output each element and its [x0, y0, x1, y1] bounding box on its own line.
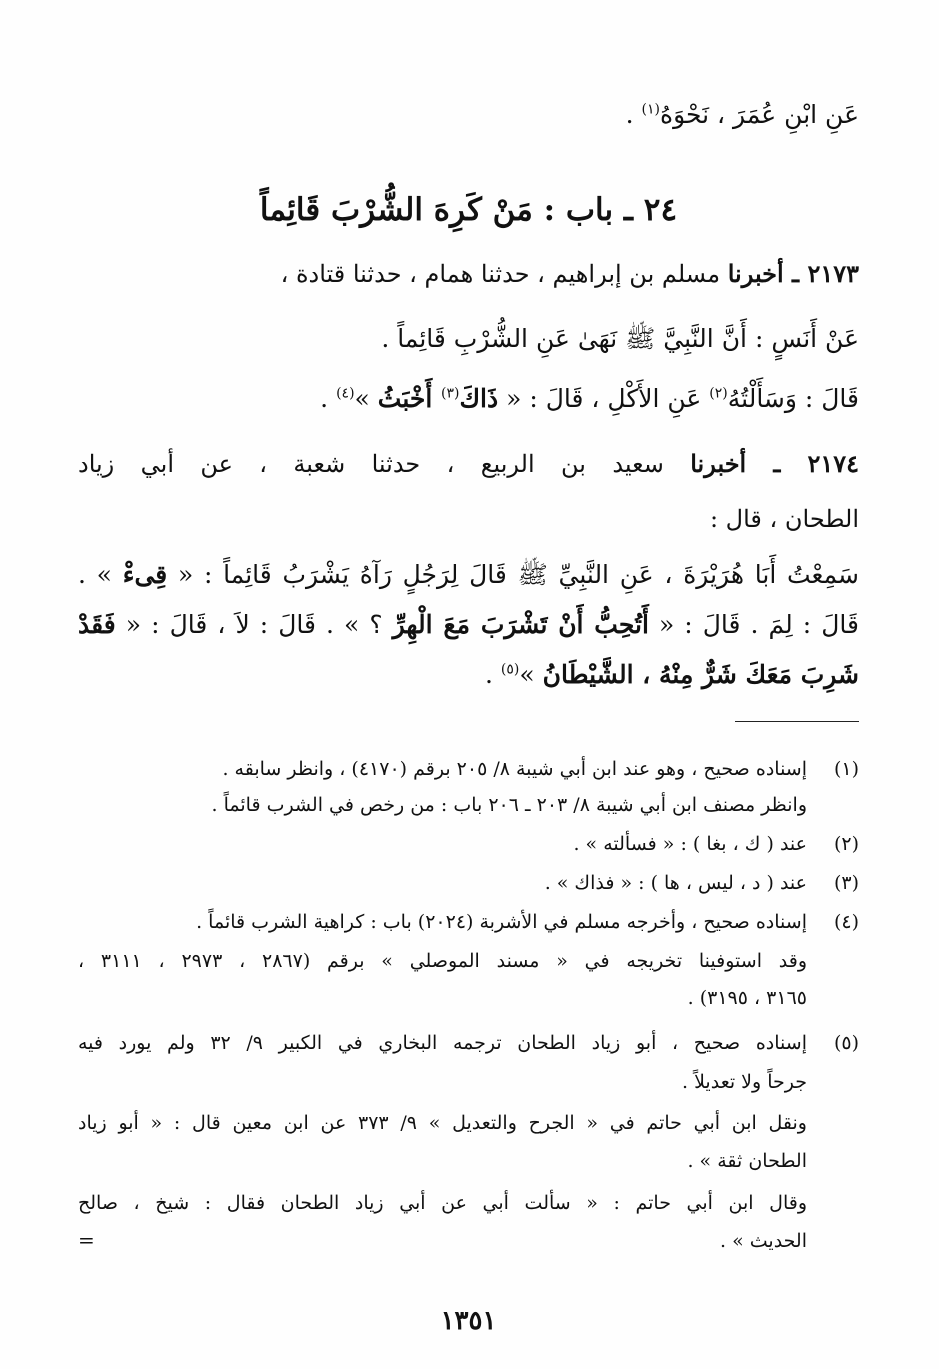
footnote-4-cont: وقد استوفينا تخريجه في « مسند الموصلي » برقم (٢٨٦٧ ، ٢٩٧٣ ، ٣١١١ ،	[78, 950, 807, 972]
footnote-5-cont-2: ونقل ابن أبي حاتم في « الجرح والتعديل » ٩/ ٣٧٣ عن ابن معين قال : « أبو زياد	[78, 1112, 807, 1134]
footnote-5: (٥) إسناده صحيح ، أبو زياد الطحان ترجمه البخاري في الكبير ٩/ ٣٢ ولم يورد فيه	[78, 1032, 859, 1054]
hadith-2173-text-2: قَالَ : وَسَأَلْتُهُ$^{(٢)}$ عَنِ الأَكْلِ ، قَالَ : « ذَاكَ$^{(٣)}$ أَخْبَثُ »$^{(٤)}$ .	[320, 384, 859, 413]
footnote-5-cont-5: الحديث » .	[720, 1230, 807, 1252]
hadith-2173-isnad: ٢١٧٣ ـ أخبرنا مسلم بن إبراهيم ، حدثنا همام ، حدثنا قتادة ،	[280, 259, 859, 288]
footnote-1-cont: وانظر مصنف ابن أبي شيبة ٨/ ٢٠٣ ـ ٢٠٦ باب : من رخص في الشرب قائماً .	[211, 794, 807, 816]
continuation-line: عَنِ ابْنِ عُمَرَ ، نَحْوَهُ$^{(١)}$ .	[625, 100, 859, 129]
hadith-number: ٢١٧٣ ـ	[792, 259, 859, 288]
footnote-ref: (٤)	[336, 385, 355, 402]
footnote-4: (٤) إسناده صحيح ، وأخرجه مسلم في الأشربة (٢٠٢٤) باب : كراهية الشرب قائماً .	[196, 911, 859, 933]
hadith-2174-text-2: قَالَ : لِمَ . قَالَ : « أَتُحِبُّ أَنْ تَشْرَبَ مَعَ الْهِرِّ ؟ » . قَالَ : لاَ ، قَالَ : « فَقَدْ	[78, 610, 860, 639]
footnote-separator	[735, 721, 859, 722]
page-number: ١٣٥١	[440, 1306, 497, 1336]
footnote-1: (١) إسناده صحيح ، وهو عند ابن أبي شيبة ٨/ ٢٠٥ برقم (٤١٧٠) ، وانظر سابقه .	[222, 758, 859, 780]
book-page	[78, 0, 859, 1369]
footnote-3: (٣) عند ( د ، ليس ، ها ) : « فذاك » .	[544, 872, 859, 894]
footnote-5-cont: جرحاً ولا تعديلاً .	[682, 1071, 807, 1093]
footnote-5-cont-4: وقال ابن أبي حاتم : « سألت أبي عن أبي زياد الطحان فقال : شيخ ، صالح	[78, 1192, 807, 1214]
hadith-2174-isnad-2: الطحان ، قال :	[709, 505, 859, 533]
hadith-2174-text-3: شَرِبَ مَعَكَ شَرٌّ مِنْهُ ، الشَّيْطَانُ »$^{(٥)}$ .	[485, 660, 859, 689]
footnote-2: (٢) عند ( ك ، بغا ) : « فسألته » .	[573, 833, 859, 855]
footnote-ref: (٢)	[709, 385, 728, 402]
continued-mark: =	[78, 1228, 95, 1252]
footnote-ref: (٣)	[440, 385, 460, 402]
footnote-ref: (٥)	[500, 661, 520, 678]
footnote-ref: (١)	[641, 101, 660, 118]
hadith-2174-isnad: ٢١٧٤ ـ أخبرنا سعيد بن الربيع ، حدثنا شعبة ، عن أبي زياد	[78, 449, 859, 478]
hadith-number: ٢١٧٤ ـ	[773, 449, 859, 478]
footnote-4-cont-2: ٣١٦٥ ، ٣١٩٥) .	[687, 987, 807, 1009]
footnote-5-cont-3: الطحان ثقة » .	[687, 1150, 807, 1172]
chapter-heading: ٢٤ ـ باب : مَنْ كَرِهَ الشُّرْبَ قَائِماً	[259, 192, 678, 228]
hadith-2174-text-1: سَمِعْتُ أَبَا هُرَيْرَةَ ، عَنِ النَّبِيِّ ﷺ قَالَ لِرَجُلٍ رَآهُ يَشْرَبُ قَائِماً : « قِىءْ » .	[78, 560, 860, 589]
hadith-2173-text: عَنْ أَنَسٍ : أَنَّ النَّبِيَّ ﷺ نَهَىٰ عَنِ الشُّرْبِ قَائِماً .	[381, 324, 859, 353]
